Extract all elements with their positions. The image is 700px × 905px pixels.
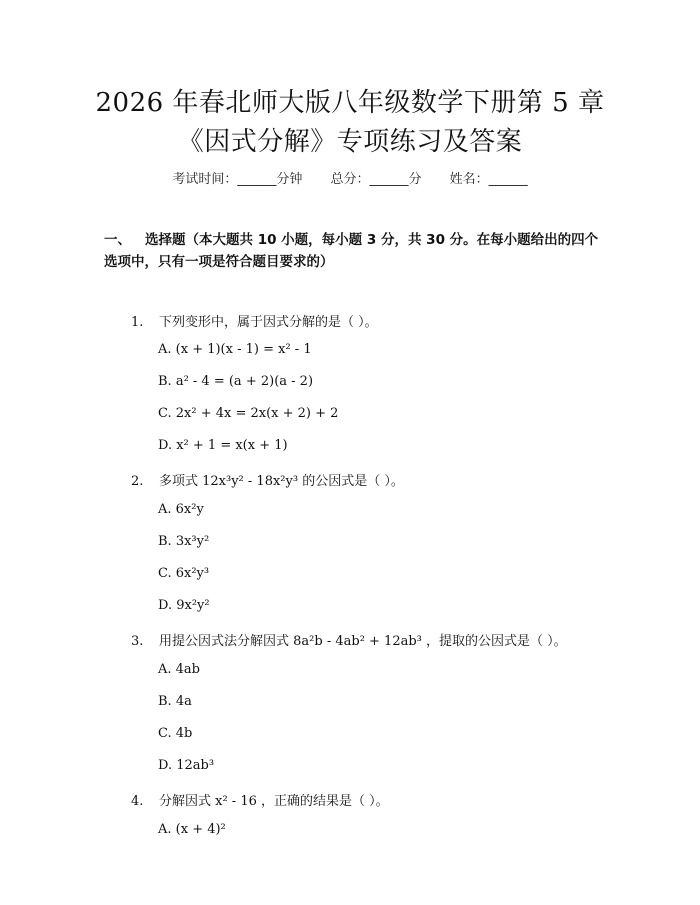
question-text: 多项式 12x³y² - 18x²y³ 的公因式是（ ）。 [159, 474, 404, 489]
question-3-option-a: A. 4ab [158, 662, 200, 677]
question-4-option-a: A. (x + 4)² [158, 822, 226, 837]
section-number: 一、 [104, 232, 131, 248]
question-number: 4. [131, 794, 144, 809]
question-2-stem [131, 470, 404, 489]
question-1-option-b: B. a² - 4 = (a + 2)(a - 2) [158, 374, 314, 389]
question-text: 用提公因式法分解因式 8a²b - 4ab² + 12ab³ ，提取的公因式是（ ）。 [159, 634, 567, 649]
question-1-stem [131, 311, 378, 330]
question-text: 分解因式 x² - 16 ，正确的结果是（ ）。 [159, 794, 389, 809]
question-2-option-a: A. 6x²y [158, 502, 204, 517]
exam-time-field: 考试时间：______分钟 [172, 172, 303, 187]
section-instructions: 选择题（本大题共 10 小题，每小题 3 分，共 30 分。在每小题给出的四个选项中，只有一项是符合题目要求的） [104, 232, 599, 270]
question-2-option-d: D. 9x²y² [158, 598, 210, 613]
question-1-option-a: A. (x + 1)(x - 1) = x² - 1 [158, 342, 312, 357]
question-3-option-b: B. 4a [158, 694, 192, 709]
question-number: 3. [131, 634, 144, 649]
total-score-field: 总分：______分 [330, 172, 422, 187]
question-number: 1. [131, 315, 144, 330]
question-3-option-c: C. 4b [158, 726, 193, 741]
question-1-option-d: D. x² + 1 = x(x + 1) [158, 438, 288, 453]
question-1-option-c: C. 2x² + 4x = 2x(x + 2) + 2 [158, 406, 339, 421]
section-heading [104, 229, 604, 273]
question-text: 下列变形中，属于因式分解的是（ ）。 [159, 315, 378, 330]
question-3-stem [131, 630, 567, 649]
question-number: 2. [131, 474, 144, 489]
document-title-line-2: 《因式分解》专项练习及答案 [177, 127, 523, 157]
question-2-option-c: C. 6x²y³ [158, 566, 210, 581]
question-2-option-b: B. 3x³y² [158, 534, 210, 549]
question-4-stem [131, 790, 389, 809]
student-name-field: 姓名：______ [449, 172, 528, 187]
document-title-line-1: 2026 年春北师大版八年级数学下册第 5 章 [95, 88, 605, 118]
question-3-option-d: D. 12ab³ [158, 758, 215, 773]
exam-info-line [0, 168, 700, 187]
